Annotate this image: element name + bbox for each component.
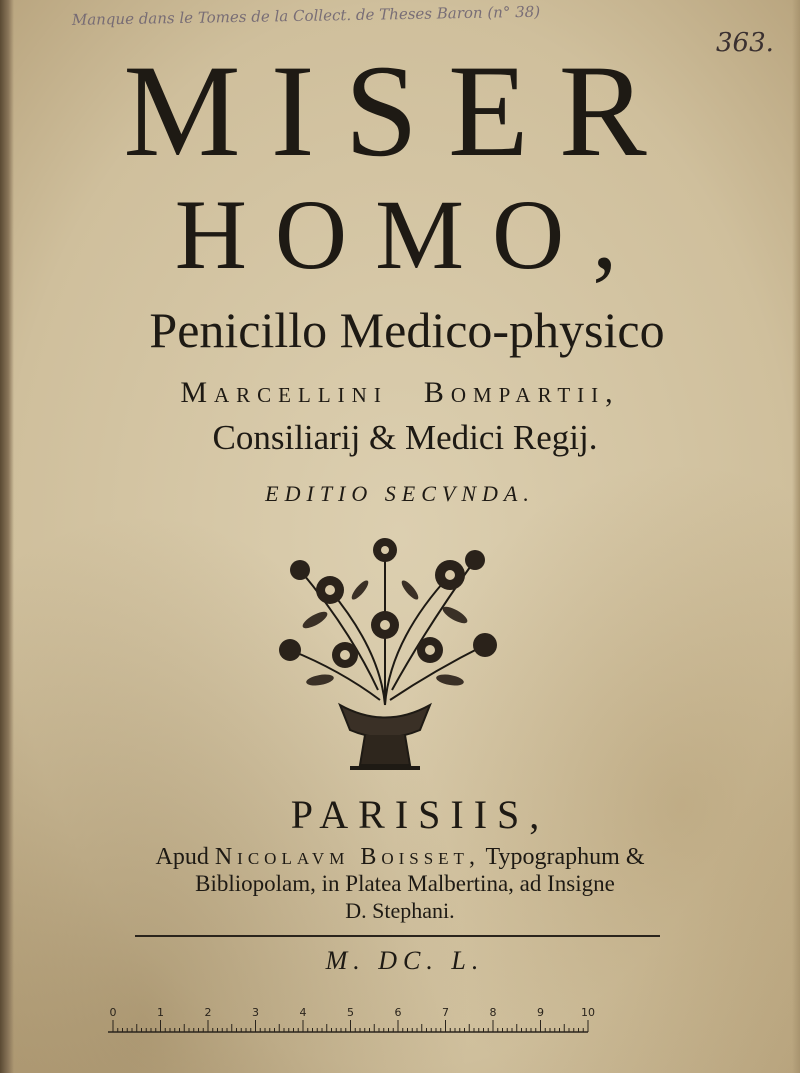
ruler-label: 3 (252, 1006, 259, 1019)
imprint-printer: Nicolavm Boisset, (214, 844, 480, 870)
ruler-label: 6 (394, 1006, 402, 1019)
title-line-2: HOMO, (174, 179, 646, 290)
ruler-label: 1 (157, 1006, 164, 1019)
author-last-name: Bompartii, (423, 376, 620, 409)
flower-vase-ornament-icon (260, 530, 510, 775)
imprint-line-1 (0, 845, 800, 869)
ruler-label: 10 (581, 1006, 595, 1019)
ruler-label: 8 (489, 1006, 497, 1019)
imprint-city: PARISIIS, (290, 792, 550, 837)
horizontal-rule (135, 935, 660, 937)
ruler-label: 5 (347, 1006, 354, 1019)
ruler-label: 2 (204, 1006, 212, 1019)
ruler-label: 0 (109, 1006, 117, 1019)
author-role: Consiliarij & Medici Regij. (212, 418, 598, 457)
edition-line: EDITIO SECVNDA. (265, 481, 535, 506)
imprint-prefix: Apud (155, 844, 209, 870)
manuscript-note: Manque dans le Tomes de la Collect. de Theses Baron (n° 38) (71, 2, 541, 29)
title-line-1: MISER (123, 37, 677, 184)
scale-ruler (108, 1002, 598, 1042)
imprint-line-3: D. Stephani. (345, 898, 455, 923)
title-line-3: Penicillo Medico-physico (149, 302, 665, 358)
imprint-date: M. DC. L. (325, 946, 485, 975)
author-line (0, 378, 800, 408)
ruler-label: 4 (299, 1006, 307, 1019)
ruler-label: 9 (537, 1006, 544, 1019)
folio-number: 363. (716, 28, 774, 58)
author-first-name: Marcellini (180, 376, 388, 409)
imprint-line-2: Bibliopolam, in Platea Malbertina, ad Insigne (195, 871, 615, 896)
imprint-suffix: Typographum & (485, 844, 645, 870)
ruler-label: 7 (442, 1006, 449, 1019)
